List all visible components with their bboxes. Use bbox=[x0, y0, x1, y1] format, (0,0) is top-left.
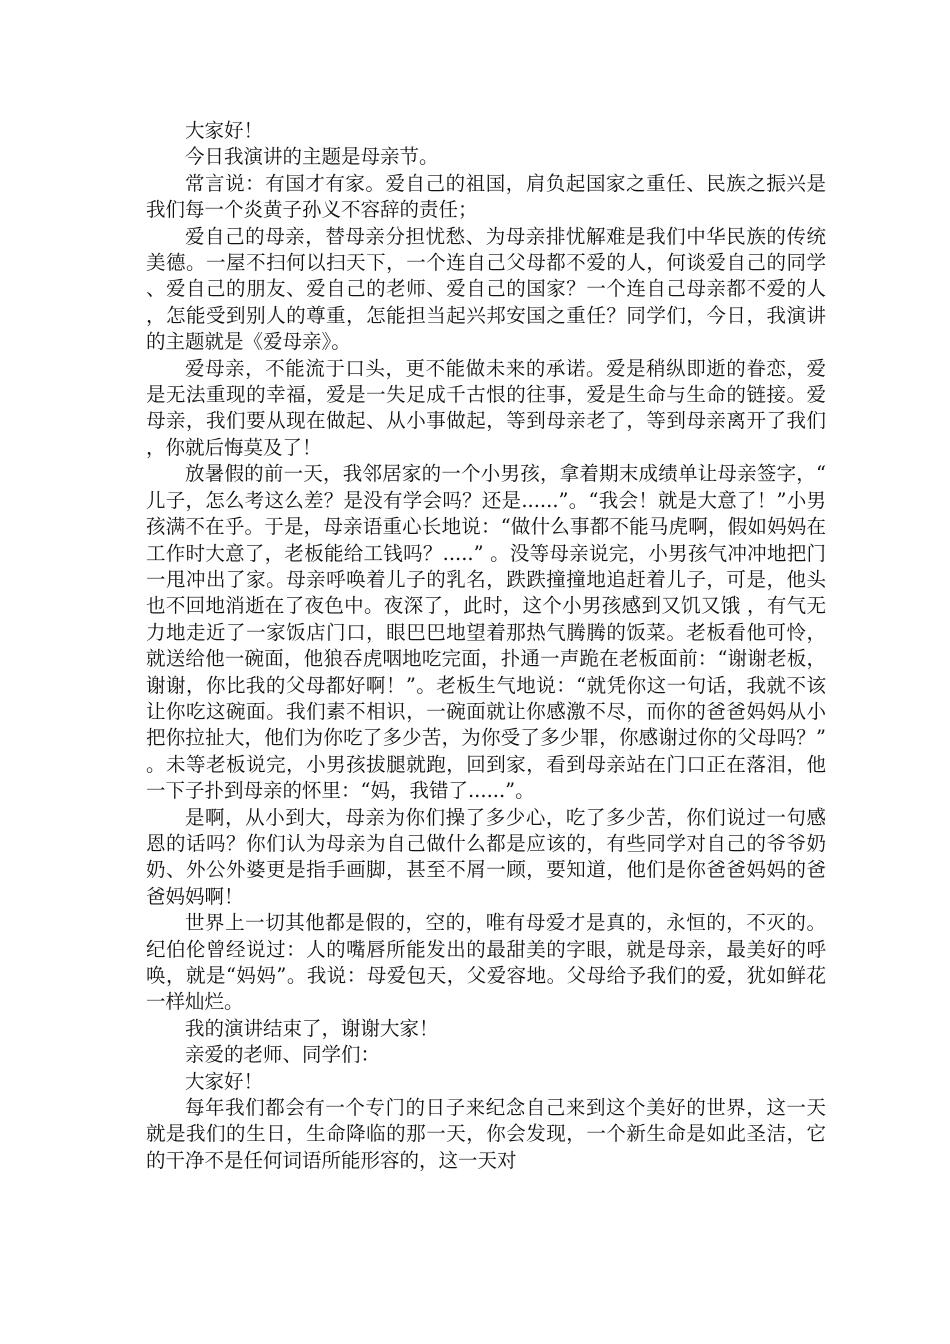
paragraph-love-mother: 爱自己的母亲，替母亲分担忧愁、为母亲排忧解难是我们中华民族的传统美德。一屋不扫何以扫天下，一个连自己父母都不爱的人，何谈爱自己的同学、爱自己的朋友、爱自己的老师、爱自己的国家？一个连自己母亲都不爱的人，怎能受到别人的尊重，怎能担当起兴邦安国之重任？同学们，今日，我演讲的主题就是《爱母亲》。 bbox=[146, 224, 826, 354]
paragraph-topic: 今日我演讲的主题是母亲节。 bbox=[185, 145, 439, 169]
paragraph-country: 常言说：有国才有家。爱自己的祖国，肩负起国家之重任、民族之振兴是我们每一个炎黄子孙义不容辞的责任； bbox=[146, 171, 826, 222]
paragraph-closing: 我的演讲结束了，谢谢大家！ bbox=[185, 1016, 439, 1040]
paragraph-reflection: 是啊，从小到大，母亲为你们操了多少心，吃了多少苦，你们说过一句感恩的话吗？你们认为母亲为自己做什么都是应该的，有些同学对自己的爷爷奶奶、外公外婆更是指手画脚，甚至不屑一顾，要知道，他们是你爸爸妈妈的爸爸妈妈啊！ bbox=[146, 805, 826, 908]
paragraph-greeting: 大家好！ bbox=[185, 119, 264, 142]
paragraph-greeting-2: 大家好！ bbox=[185, 1069, 264, 1093]
paragraph-story: 放暑假的前一天，我邻居家的一个小男孩，拿着期末成绩单让母亲签字，“儿子，怎么考这么差？是没有学会吗？还是......”。“我会！就是大意了！”小男孩满不在乎。于是，母亲语重心长地说：“做什么事都不能马虎啊，假如妈妈在工作时大意了，老板能给工钱吗？.....” 。没等母亲说完，小男孩气冲冲地把门一甩冲出了家。母亲呼唤着儿子的乳名，跌跌撞撞地追赶着儿子，可是，他头也不回地消逝在了夜色中。夜深了，此时，这个小男孩感到又饥又饿 ，有气无力地走近了一家饭店门口，眼巴巴地望着那热气腾腾的饭菜。老板看他可怜，就送给他一碗面，他狼吞虎咽地吃完面，扑通一声跪在老板面前：“谢谢老板，谢谢，你比我的父母都好啊！”。老板生气地说：“就凭你这一句话，我就不该让你吃这碗面。我们素不相识，一碗面就让你感激不尽，而你的爸爸妈妈从小把你拉扯大，他们为你吃了多少苦，为你受了多少罪，你感谢过你的父母吗？”。未等老板说完，小男孩拔腿就跑，回到家，看到母亲站在门口正在落泪，他一下子扑到母亲的怀里：“妈，我错了......”。 bbox=[146, 462, 826, 803]
document-body bbox=[146, 118, 826, 1174]
paragraph-birthday: 每年我们都会有一个专门的日子来纪念自己来到这个美好的世界，这一天就是我们的生日，生命降临的那一天，你会发现，一个新生命是如此圣洁，它的干净不是任何词语所能形容的，这一天对 bbox=[146, 1096, 826, 1172]
paragraph-salutation: 亲爱的老师、同学们： bbox=[185, 1043, 381, 1067]
paragraph-promise: 爱母亲，不能流于口头，更不能做未来的承诺。爱是稍纵即逝的眷恋，爱是无法重现的幸福，爱是一失足成千古恨的往事，爱是生命与生命的链接。爱母亲，我们要从现在做起、从小事做起，等到母亲老了，等到母亲离开了我们，你就后悔莫及了！ bbox=[146, 356, 826, 459]
paragraph-quote: 世界上一切其他都是假的，空的，唯有母爱才是真的，永恒的，不灭的。纪伯伦曾经说过：人的嘴唇所能发出的最甜美的字眼，就是母亲，最美好的呼唤，就是“妈妈”。我说：母爱包天，父爱容地。父母给予我们的爱，犹如鲜花一样灿烂。 bbox=[146, 911, 826, 1014]
